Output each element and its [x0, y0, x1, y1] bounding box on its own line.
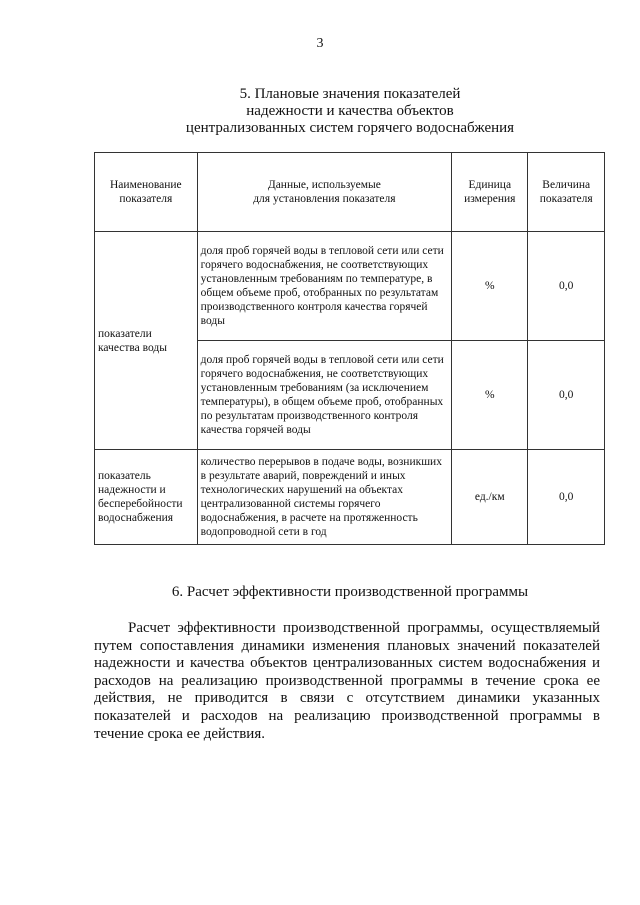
section-5-title-line: централизованных систем горячего водоснабжения [185, 120, 515, 136]
table-row [95, 232, 605, 341]
row-value: 0,0 [528, 232, 605, 341]
section-6-paragraph: Расчет эффективности производственной программы, осуществляемый путем сопоставления динамики изменения плановых значений показателей надежности и качества объектов централизованных систем водоснабжения и расходов на реализацию производственной программы в течение срока ее действия, не приводится в связи с отсутствием динамики указанных показателей и расходов на реализацию производственной программы в течение срока ее действия. [94, 620, 600, 742]
row-value: 0,0 [528, 341, 605, 450]
row-unit: % [452, 341, 528, 450]
row-data: доля проб горячей воды в тепловой сети или сети горячего водоснабжения, не соответствующих установленным требованиям по температуре, в общем объеме проб, отобранных по результатам производственного контроля качества горячей воды [197, 232, 451, 341]
table-row [95, 450, 605, 545]
page-number: 3 [316, 36, 324, 51]
row-unit: ед./км [452, 450, 528, 545]
row-value: 0,0 [528, 450, 605, 545]
row-unit: % [452, 232, 528, 341]
header-value: Величина показателя [528, 153, 605, 232]
header-unit: Единица измерения [452, 153, 528, 232]
group-name-reliability: показатель надежности и бесперебойности водоснабжения [95, 450, 198, 545]
table-header-row [95, 153, 605, 232]
section-5-title [60, 86, 640, 137]
section-5-title-line: надежности и качества объектов [246, 103, 454, 119]
row-data: количество перерывов в подаче воды, возникших в результате аварий, повреждений и иных технологических нарушений на объектах централизованной системы горячего водоснабжения, в расчете на протяженность водопроводной сети в год [197, 450, 451, 545]
indicators-table [94, 152, 605, 545]
header-name: Наименование показателя [95, 153, 198, 232]
header-data: Данные, используемые для установления показателя [197, 153, 451, 232]
section-6-title: 6. Расчет эффективности производственной программы [171, 584, 529, 600]
section-5-title-line: 5. Плановые значения показателей [239, 86, 461, 102]
row-data: доля проб горячей воды в тепловой сети или сети горячего водоснабжения, не соответствующих установленным требованиям (за исключением температуры), в общем объеме проб, отобранных по результатам производственного контроля качества горячей воды [197, 341, 451, 450]
group-name-quality: показатели качества воды [95, 232, 198, 450]
